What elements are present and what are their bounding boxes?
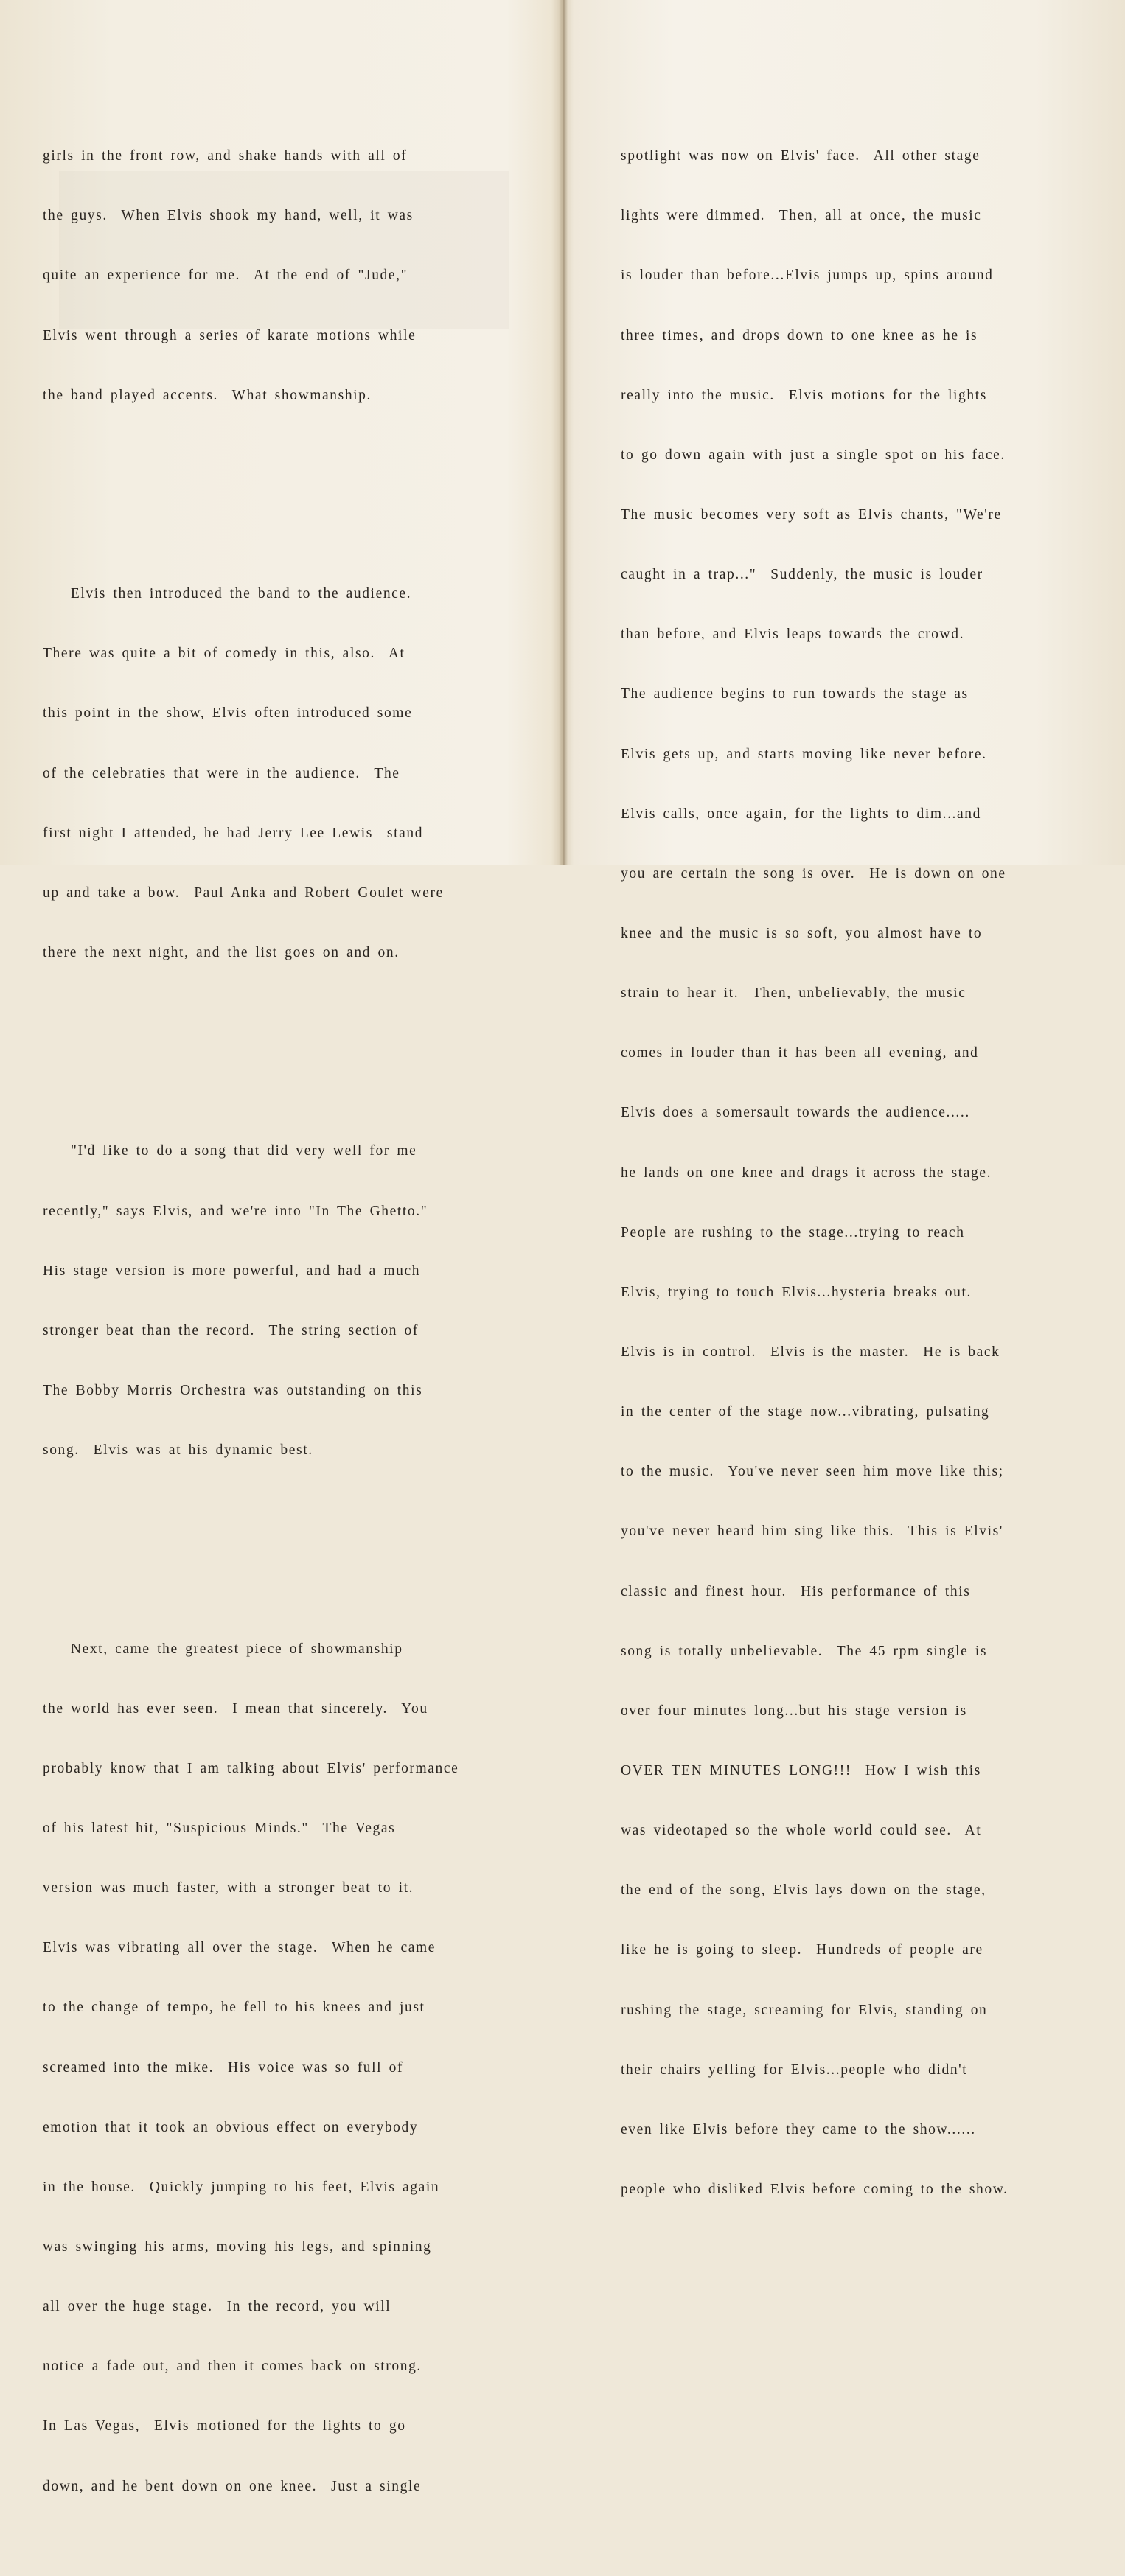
text-line: Elvis went through a series of karate motions while [43,327,417,343]
text-line: you are certain the song is over. He is down on one [621,865,1006,882]
text-line: The music becomes very soft as Elvis chants, "We're [621,507,1002,523]
text-line: there the next night, and the list goes on and on. [43,945,400,961]
text-line: caught in a trap..." Suddenly, the music is louder [621,567,983,583]
text-line: up and take a bow. Paul Anka and Robert Goulet were [43,884,444,901]
text-line: probably know that I am talking about Elvis' performance [43,1760,459,1776]
text-line: Elvis calls, once again, for the lights to dim...and [621,806,981,822]
text-line: His stage version is more powerful, and had a much [43,1263,421,1279]
text-line: was swinging his arms, moving his legs, and spinning [43,2238,432,2255]
text-line: song is totally unbelievable. The 45 rpm single is [621,1643,988,1659]
text-line: really into the music. Elvis motions for the lights [621,387,987,403]
text-line: of the celebraties that were in the audience. The [43,765,400,781]
text-line: The Bobby Morris Orchestra was outstanding on this [43,1383,423,1398]
left-page [0,0,559,2494]
text-line: like he is going to sleep. Hundreds of people are [621,1942,983,1958]
text-line: Elvis gets up, and starts moving like never before. [621,746,987,762]
text-line: screamed into the mike. His voice was so full of [43,2059,404,2076]
text-line: all over the huge stage. In the record, you will [43,2299,391,2315]
text-line: this point in the show, Elvis often introduced some [43,705,413,722]
text-line: was videotaped so the whole world could see. At [621,1823,982,1839]
text-line: comes in louder than it has been all evening, and [621,1045,979,1061]
text-line: "I'd like to do a song that did very well for me [43,1143,417,1159]
right-page-text [621,66,1122,2279]
text-line: version was much faster, with a stronger beat to it. [43,1880,414,1896]
text-line: stronger beat than the record. The string section of [43,1322,419,1338]
text-line: Next, came the greatest piece of showmanship [43,1641,403,1657]
text-line: than before, and Elvis leaps towards the crowd. [621,626,965,643]
paragraph [621,106,1122,2239]
text-line: spotlight was now on Elvis' face. All other stage [621,148,981,164]
text-line: the end of the song, Elvis lays down on the stage, [621,1882,986,1899]
text-line: girls in the front row, and shake hands with all of [43,148,408,164]
right-page [568,0,1125,2197]
text-line: is louder than before...Elvis jumps up, spins around [621,268,994,284]
text-line: even like Elvis before they came to the show...... [621,2121,976,2137]
text-line: the guys. When Elvis shook my hand, well, it was [43,208,414,224]
text-line: people who disliked Elvis before coming to the show. [621,2181,1009,2197]
text-line: OVER TEN MINUTES LONG!!! How I wish this [621,1762,981,1779]
text-line: The audience begins to run towards the stage as [621,686,969,702]
text-line: over four minutes long...but his stage version is [621,1703,967,1719]
paragraph [43,1599,551,2535]
text-line: the band played accents. What showmanship. [43,387,372,403]
text-line: three times, and drops down to one knee as he is [621,327,978,343]
text-line: emotion that it took an obvious effect on everybody [43,2119,419,2135]
text-line: to the change of tempo, he fell to his knees and just [43,2000,425,2016]
paragraph [43,544,551,1002]
text-line: to go down again with just a single spot on his face. [621,447,1006,463]
text-line: recently," says Elvis, and we're into "In The Ghetto." [43,1203,428,1219]
text-line: first night I attended, he had Jerry Lee Lewis stand [43,825,424,841]
text-line: Elvis is in control. Elvis is the master. He is back [621,1344,1000,1360]
text-line: There was quite a bit of comedy in this, also. At [43,646,405,662]
text-line: he lands on one knee and drags it across the stage. [621,1165,992,1181]
text-line: in the center of the stage now...vibrating, pulsating [621,1404,990,1420]
left-page-text [43,66,551,2576]
text-line: you've never heard him sing like this. This is Elvis' [621,1523,1003,1540]
text-line: down, and he bent down on one knee. Just a single [43,2478,422,2494]
text-line: People are rushing to the stage...trying to reach [621,1224,965,1240]
text-line: to the music. You've never seen him move like this; [621,1464,1004,1480]
text-line: knee and the music is so soft, you almost have to [621,926,983,942]
text-line: Elvis was vibrating all over the stage. When he came [43,1940,436,1956]
text-line: Elvis does a somersault towards the audience..... [621,1105,970,1121]
text-line: the world has ever seen. I mean that sincerely. You [43,1700,428,1717]
text-line: lights were dimmed. Then, all at once, the music [621,208,982,224]
text-line: song. Elvis was at his dynamic best. [43,1442,313,1459]
text-line: notice a fade out, and then it comes back on strong. [43,2359,422,2375]
page-gutter [559,0,568,865]
text-line: Elvis, trying to touch Elvis...hysteria breaks out. [621,1284,972,1300]
text-line: In Las Vegas, Elvis motioned for the lights to go [43,2418,406,2434]
paragraph [43,1101,551,1500]
text-line: in the house. Quickly jumping to his feet, Elvis again [43,2179,440,2195]
text-line: their chairs yelling for Elvis...people who didn't [621,2062,968,2078]
text-line: strain to hear it. Then, unbelievably, the music [621,985,966,1002]
text-line: rushing the stage, screaming for Elvis, standing on [621,2002,988,2018]
text-line: classic and finest hour. His performance of this [621,1583,971,1599]
text-line: of his latest hit, "Suspicious Minds." The Vegas [43,1820,396,1836]
text-line: Elvis then introduced the band to the audience. [43,586,412,602]
text-line: quite an experience for me. At the end of "Jude," [43,268,408,284]
paragraph [43,106,551,445]
